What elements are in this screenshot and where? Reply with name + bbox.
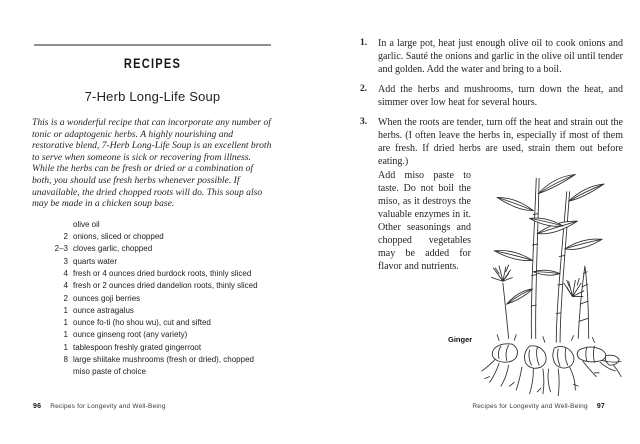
ingredient-name: olive oil [73, 219, 100, 229]
section-divider [34, 44, 271, 46]
ingredient-name: fresh or 4 ounces dried burdock roots, thinly sliced [73, 268, 252, 278]
ingredient-name: ounce fo-ti (ho shou wu), cut and sifted [73, 318, 211, 328]
footer-right [360, 403, 605, 410]
step-number: 3. [360, 117, 368, 127]
recipe-intro: This is a wonderful recipe that can incorporate any number of tonic or adaptogenic herbs. A highly nourishing and restorative blend, 7-Herb Long-Life Soup is an excellent broth to serve when someone is sick or recovering from illness. While the herbs can be fresh or dried or a combination of both, you should use fresh herbs whenever possible. If unavailable, the dried chopped roots will do. This soup also may be made in a chicken soup base. [32, 117, 272, 210]
ingredient-name: quarts water [73, 256, 118, 266]
ingredient-name: ounces goji berries [73, 293, 141, 303]
ingredient-name: fresh or 2 ounces dried dandelion roots, thinly sliced [73, 281, 258, 291]
left-page [32, 44, 273, 379]
ginger-illustration [480, 169, 623, 405]
ingredient-name: onions, sliced or chopped [73, 232, 164, 242]
step3-wrap-row [378, 169, 623, 405]
ingredient-qty: 4 [63, 281, 68, 291]
ingredient-qty [49, 219, 68, 231]
page-number-left: 96 [33, 403, 42, 410]
ingredient-qty: 1 [63, 318, 68, 328]
ingredient-qty: 8 [63, 355, 68, 365]
step-text [378, 116, 623, 405]
ingredient-name: ounce astragalus [73, 305, 134, 315]
step-item [360, 83, 623, 109]
step-text-part1: When the roots are tender, turn off the heat and strain out the herbs. (I often leave the herbs in, especially if most of them are fresh. If dried herbs are used, strain them out before eating.) [378, 117, 623, 167]
step-text: In a large pot, heat just enough olive oil to cook onions and garlic. Sauté the onions and garlic in the olive oil until tender and golden. Add the water and bring to a boil. [378, 38, 623, 75]
ingredient-name: cloves garlic, chopped [73, 244, 153, 254]
running-title-left: Recipes for Longevity and Well-Being [50, 403, 166, 410]
section-header: RECIPES [123, 56, 182, 71]
step-item [360, 37, 623, 76]
ingredient-qty: 1 [63, 330, 68, 340]
stem-lines [531, 178, 539, 338]
ingredient-name: tablespoon freshly grated gingerroot [73, 342, 202, 352]
step-text-part2: Add miso paste to taste. Do not boil the miso, as it destroys the valuable enzymes in it. Other seasonings and chopped vegetables may be added for flavor and nutrients. [378, 170, 471, 272]
step-item [360, 116, 623, 405]
ingredient-qty: 2–3 [54, 244, 68, 254]
step-number: 1. [360, 38, 368, 48]
running-title-right: Recipes for Longevity and Well-Being [472, 403, 588, 410]
recipe-title: 7-Herb Long-Life Soup [84, 89, 221, 104]
ingredient-qty [49, 366, 68, 378]
ingredient-qty: 2 [63, 232, 68, 242]
ingredient-name: large shiitake mushrooms (fresh or dried), chopped [73, 355, 254, 365]
ingredient-list [49, 219, 273, 379]
page-number-right: 97 [596, 403, 605, 410]
ingredient-qty: 3 [63, 256, 68, 266]
ingredient-qty: 1 [63, 305, 68, 315]
right-page [360, 37, 623, 412]
ingredient-name: miso paste of choice [73, 367, 146, 377]
step-number: 2. [360, 84, 368, 94]
ingredient-qty: 1 [63, 342, 68, 352]
ingredient-name: ounce ginseng root (any variety) [73, 330, 188, 340]
step-text: Add the herbs and mushrooms, turn down the heat, and simmer over low heat for several hours. [378, 84, 623, 108]
ingredient-qty: 4 [63, 268, 68, 278]
ginger-caption: Ginger [448, 335, 473, 344]
footer-left [33, 403, 166, 410]
ingredient-qty: 2 [63, 293, 68, 303]
